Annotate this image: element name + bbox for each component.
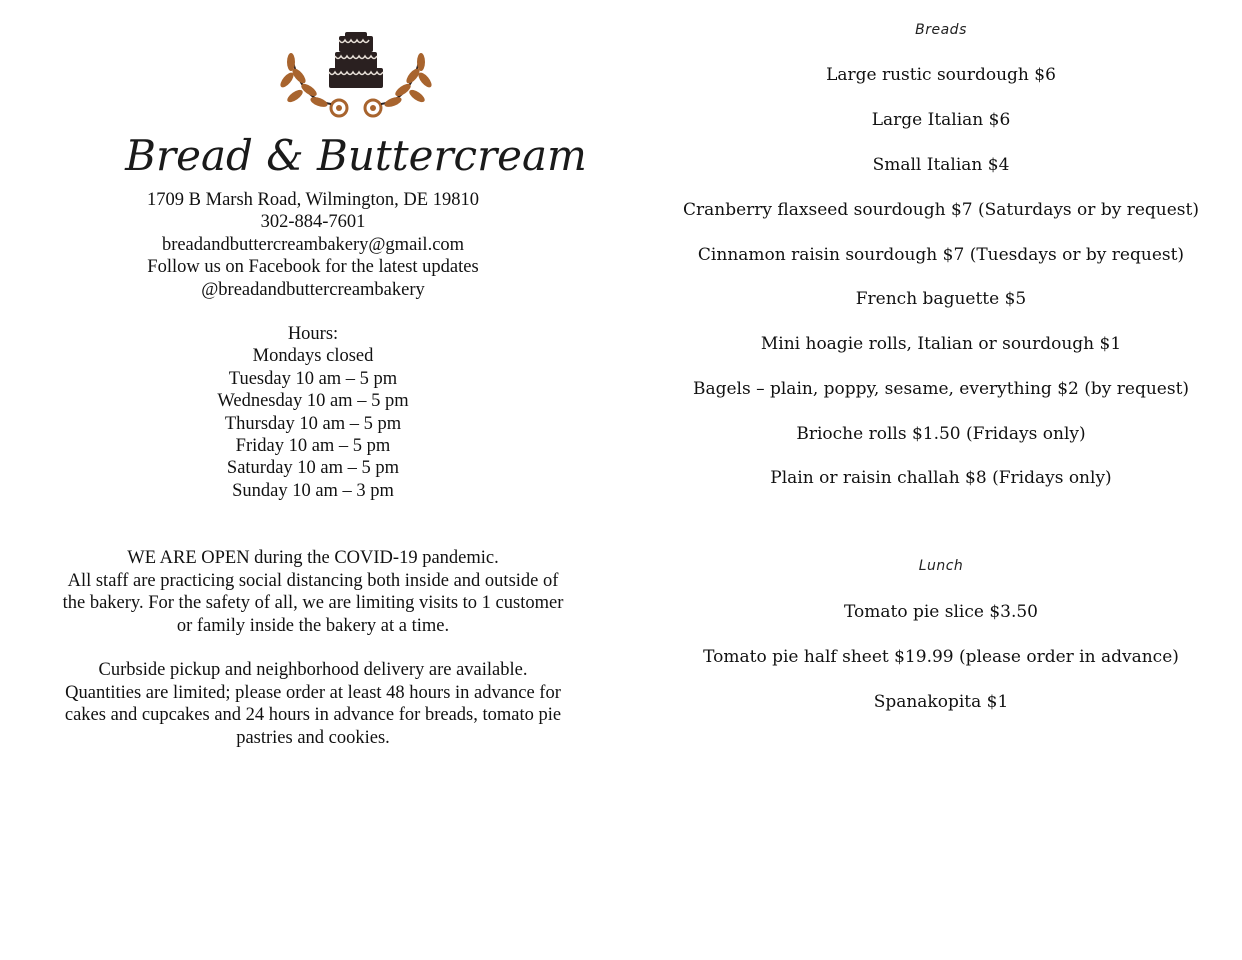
pickup-line: cakes and cupcakes and 24 hours in advance for breads, tomato pie <box>64 705 562 725</box>
brand-name: Bread & Buttercream <box>125 131 587 180</box>
hours-row: Wednesday 10 am – 5 pm <box>217 391 409 412</box>
lunch-item: Tomato pie slice $3.50 <box>843 602 1038 622</box>
pickup-line: Curbside pickup and neighborhood delivery are available. <box>98 660 528 680</box>
hours-row: Saturday 10 am – 5 pm <box>226 458 400 479</box>
notice-line: WE ARE OPEN during the COVID-19 pandemic. <box>127 548 499 568</box>
pickup-line: Quantities are limited; please order at least 48 hours in advance for <box>65 682 561 703</box>
bread-item: Large rustic sourdough $6 <box>826 65 1056 85</box>
bread-item: Brioche rolls $1.50 (Fridays only) <box>796 424 1086 444</box>
contact-info <box>40 189 586 301</box>
pickup-notice <box>40 659 586 749</box>
phone-text[interactable]: 302-884-7601 <box>260 212 366 233</box>
email-text[interactable]: breadandbuttercreambakery@gmail.com <box>161 234 465 255</box>
breads-heading: Breads <box>915 22 967 38</box>
notice-line: the bakery. For the safety of all, we are limiting visits to 1 customer <box>62 593 564 613</box>
hours-title: Hours: <box>287 324 339 344</box>
hours-row: Friday 10 am – 5 pm <box>235 436 391 457</box>
facebook-note: Follow us on Facebook for the latest updates <box>147 257 479 278</box>
bread-item: Mini hoagie rolls, Italian or sourdough $1 <box>760 334 1122 354</box>
pickup-line: pastries and cookies. <box>236 727 390 748</box>
hours-section <box>40 323 586 502</box>
bread-item: Cranberry flaxseed sourdough $7 (Saturdays or by request) <box>683 200 1199 220</box>
bread-item: Large Italian $6 <box>871 110 1011 130</box>
social-handle[interactable]: @breadandbuttercreambakery <box>201 279 425 300</box>
lunch-item: Spanakopita $1 <box>873 692 1009 712</box>
bread-item: Cinnamon raisin sourdough $7 (Tuesdays or by request) <box>697 245 1185 265</box>
covid-notice <box>40 547 586 637</box>
hours-row: Tuesday 10 am – 5 pm <box>228 368 398 389</box>
bakery-logo <box>125 18 587 188</box>
notice-line: or family inside the bakery at a time. <box>176 615 450 636</box>
lunch-heading: Lunch <box>918 558 964 574</box>
bread-item: Small Italian $4 <box>872 155 1010 175</box>
hours-row: Thursday 10 am – 5 pm <box>224 413 402 434</box>
bread-item: Bagels – plain, poppy, sesame, everything $2 (by request) <box>692 379 1190 399</box>
notice-line: All staff are practicing social distancing both inside and outside of <box>67 570 559 591</box>
hours-row: Sunday 10 am – 3 pm <box>232 480 394 501</box>
bread-item: French baguette $5 <box>855 289 1027 309</box>
hours-row: Mondays closed <box>252 346 374 367</box>
lunch-item: Tomato pie half sheet $19.99 (please order in advance) <box>703 647 1179 667</box>
cake-with-wheat-wreath-icon <box>125 18 587 188</box>
bread-item: Plain or raisin challah $8 (Fridays only) <box>770 468 1112 488</box>
address-text: 1709 B Marsh Road, Wilmington, DE 19810 <box>147 190 479 210</box>
